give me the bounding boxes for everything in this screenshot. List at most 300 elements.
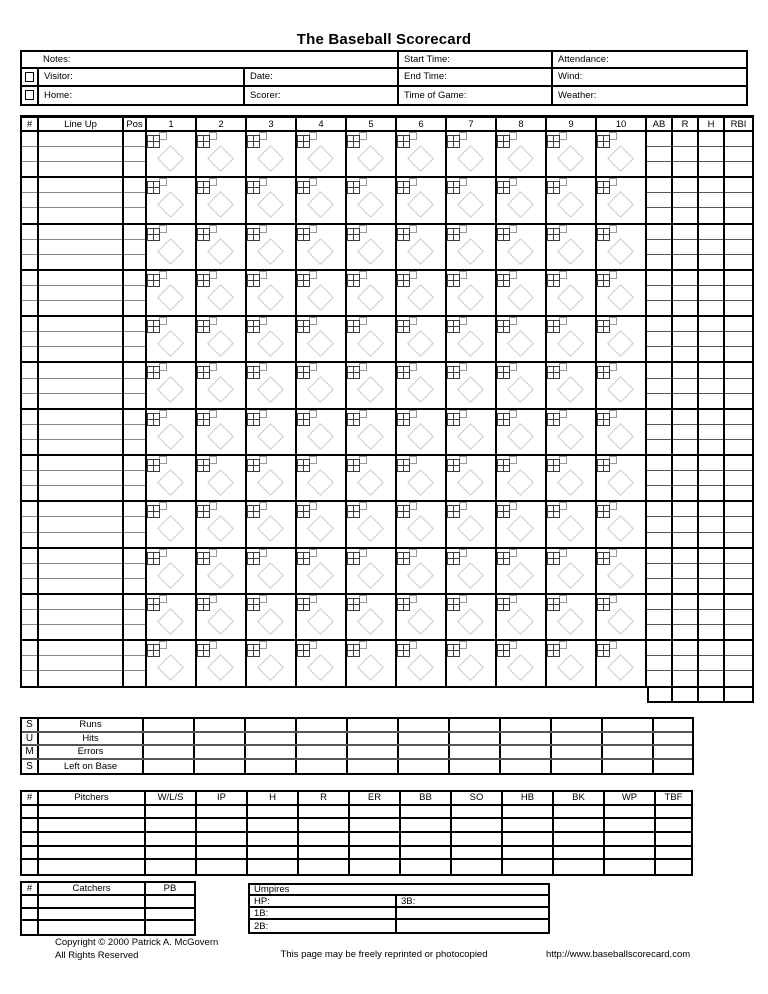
inning-cell [247,363,297,407]
rbi-sub-cell [725,178,752,193]
ball-box [159,132,167,140]
strike-box [453,326,460,333]
inning-cell [547,271,597,315]
basepath-diamond-icon [607,284,634,311]
batter-name-cell-line [39,610,122,625]
pitcher-#-cell [22,806,39,818]
sums-row-label: Runs [39,719,144,731]
basepath-diamond-icon [407,284,434,311]
inning-cell [597,271,647,315]
batter-pos-cell-line [124,533,145,547]
h-sub-cell [699,610,723,625]
catcher-row [22,921,194,934]
inning-cell [447,317,497,361]
ball-box [309,178,317,186]
h-sub-cell [699,502,723,517]
batter-number-cell [22,456,39,500]
rbi-cell [725,178,752,222]
ball-box [409,317,417,325]
basepath-diamond-icon [157,562,184,589]
basepath-diamond-icon [407,654,434,681]
col-header-pos: Pos [124,118,147,130]
inning-cell [397,549,447,593]
strike-box [403,326,410,333]
pitcher-pitchers-cell [39,860,146,874]
batter-name-cell-line [39,502,122,517]
h-sub-cell [699,456,723,471]
basepath-diamond-icon [357,145,384,172]
ball-box [209,132,217,140]
ball-box [309,641,317,649]
strike-box [203,141,210,148]
ab-sub-cell [647,549,671,564]
inning-cell [597,641,647,685]
pitcher-ip-cell [197,806,248,818]
strike-box [553,558,560,565]
batter-group [20,595,754,641]
basepath-diamond-icon [407,515,434,542]
catchers-table [20,881,196,936]
h-cell [699,456,725,500]
batter-pos-cell [124,178,147,222]
ab-cell [647,317,673,361]
strike-box [303,465,310,472]
basepath-diamond-icon [157,284,184,311]
pitcher-er-cell [350,833,401,845]
inning-cell [347,410,397,454]
ball-box [459,641,467,649]
batter-number-cell-line [22,363,37,378]
h-sub-cell [699,193,723,208]
pitcher-ip-cell [197,860,248,874]
h-sub-cell [699,178,723,193]
r-sub-cell [673,271,697,286]
basepath-diamond-icon [557,423,584,450]
pitcher-pitchers-cell [39,806,146,818]
ab-sub-cell [647,225,671,240]
strike-box [503,558,510,565]
r-sub-cell [673,178,697,193]
ball-box [159,410,167,418]
inning-cell [497,641,547,685]
inning-cell [547,502,597,546]
rbi-sub-cell [725,625,752,639]
ball-box [159,363,167,371]
pitcher-so-cell [452,819,503,831]
rbi-sub-cell [725,486,752,500]
pitcher-h-cell [248,833,299,845]
rbi-cell [725,132,752,176]
strike-box [453,372,460,379]
basepath-diamond-icon [357,330,384,357]
ball-box [559,549,567,557]
copyright-line2: All Rights Reserved [55,950,139,961]
batter-number-cell-line [22,132,37,147]
batter-name-cell-line [39,517,122,532]
h-sub-cell [699,394,723,408]
r-sub-cell [673,347,697,361]
inning-cell [447,502,497,546]
inning-cell [147,317,197,361]
batter-name-cell [39,132,124,176]
rbi-sub-cell [725,162,752,176]
basepath-diamond-icon [307,284,334,311]
inning-cell [397,456,447,500]
col-header-lineup: Line Up [39,118,124,130]
basepath-diamond-icon [207,469,234,496]
pitchers-col-header: HB [503,792,554,804]
basepath-diamond-icon [157,469,184,496]
ball-box [359,363,367,371]
rbi-cell [725,549,752,593]
ball-box [259,317,267,325]
ball-box [259,178,267,186]
basepath-diamond-icon [257,469,284,496]
pitchers-header-row [22,792,691,806]
pitcher-bk-cell [554,860,605,874]
pitcher-so-cell [452,860,503,874]
sums-inning-cell [297,760,348,774]
basepath-diamond-icon [157,515,184,542]
pitcher-wls-cell [146,847,197,859]
batter-number-cell [22,502,39,546]
ball-box [209,363,217,371]
inning-cell [147,363,197,407]
strike-box [353,187,360,194]
batter-name-cell-line [39,533,122,547]
ball-box [609,410,617,418]
basepath-diamond-icon [457,191,484,218]
inning-cell [397,317,447,361]
rbi-cell [725,641,752,685]
pitcher-row [22,847,691,861]
inning-cell [447,363,497,407]
basepath-diamond-icon [407,469,434,496]
sums-inning-cell [450,746,501,758]
rbi-cell [725,225,752,269]
strike-box [203,604,210,611]
h-sub-cell [699,379,723,394]
inning-cell [347,502,397,546]
batter-number-cell-line [22,255,37,269]
r-cell [673,225,699,269]
inning-cell [447,271,497,315]
h-sub-cell [699,471,723,486]
inning-cell [547,132,597,176]
rbi-sub-cell [725,517,752,532]
ball-box [409,132,417,140]
strike-box [603,187,610,194]
inning-cell [297,132,347,176]
basepath-diamond-icon [507,284,534,311]
h-sub-cell [699,410,723,425]
r-sub-cell [673,147,697,162]
col-header-inning-4: 4 [297,118,347,130]
ab-sub-cell [647,147,671,162]
batter-name-cell-line [39,240,122,255]
catchers-col-header: Catchers [39,883,146,894]
basepath-diamond-icon [557,191,584,218]
rbi-cell [725,271,752,315]
inning-cell [197,225,247,269]
r-sub-cell [673,193,697,208]
col-header-inning-2: 2 [197,118,247,130]
ball-box [209,317,217,325]
batter-pos-cell [124,363,147,407]
ab-sub-cell [647,564,671,579]
sums-inning-cell [399,719,450,731]
basepath-diamond-icon [607,377,634,404]
strike-box [353,234,360,241]
batter-name-cell-line [39,162,122,176]
strike-box [203,465,210,472]
r-cell [673,456,699,500]
pitchers-col-header: # [22,792,39,804]
r-sub-cell [673,363,697,378]
pitcher-pitchers-cell [39,833,146,845]
basepath-diamond-icon [407,423,434,450]
basepath-diamond-icon [207,423,234,450]
ball-box [309,502,317,510]
h-cell [699,178,725,222]
ball-box [609,363,617,371]
catcher-cell [22,896,39,907]
ball-box [309,363,317,371]
basepath-diamond-icon [457,515,484,542]
sums-inning-cell [246,719,297,731]
r-sub-cell [673,517,697,532]
sums-inning-cell [297,733,348,745]
pitcher-ip-cell [197,847,248,859]
inning-cell [297,225,347,269]
pitcher-wls-cell [146,819,197,831]
scorer-label: Scorer: [245,87,399,104]
inning-cell [247,549,297,593]
basepath-diamond-icon [607,238,634,265]
batter-pos-cell-line [124,317,145,332]
basepath-diamond-icon [307,515,334,542]
strike-box [153,141,160,148]
sums-inning-cell [603,733,654,745]
inning-cell [197,271,247,315]
strike-box [503,604,510,611]
strike-box [503,650,510,657]
inning-cell [547,363,597,407]
strike-box [403,511,410,518]
batter-number-cell-line [22,671,37,685]
r-cell [673,271,699,315]
rbi-cell [725,410,752,454]
ab-sub-cell [647,178,671,193]
h-cell [699,549,725,593]
ball-box [309,595,317,603]
h-sub-cell [699,549,723,564]
h-sub-cell [699,255,723,269]
basepath-diamond-icon [257,423,284,450]
sums-inning-cell [552,760,603,774]
batter-pos-cell-line [124,517,145,532]
ab-cell [647,271,673,315]
batter-group [20,363,754,409]
strike-box [453,650,460,657]
inning-cell [197,641,247,685]
ball-box [259,456,267,464]
basepath-diamond-icon [157,191,184,218]
strike-box [253,280,260,287]
basepath-diamond-icon [357,562,384,589]
basepath-diamond-icon [207,654,234,681]
pitcher-r-cell [299,806,350,818]
ball-box [359,502,367,510]
ab-cell [647,502,673,546]
r-sub-cell [673,625,697,639]
basepath-diamond-icon [607,191,634,218]
pitcher-#-cell [22,833,39,845]
ball-box [509,271,517,279]
rbi-sub-cell [725,671,752,685]
strike-box [453,141,460,148]
basepath-diamond-icon [207,562,234,589]
r-sub-cell [673,471,697,486]
ball-box [559,410,567,418]
strike-box [453,465,460,472]
basepath-diamond-icon [407,330,434,357]
ball-box [409,502,417,510]
pitchers-col-header: TBF [664,792,683,804]
strike-box [253,187,260,194]
ab-sub-cell [647,347,671,361]
ball-box [459,271,467,279]
sums-row-label: Hits [39,733,144,745]
ball-box [559,502,567,510]
r-cell [673,132,699,176]
stats-totals-row [20,688,754,703]
ball-box [409,456,417,464]
r-sub-cell [673,132,697,147]
batter-number-cell-line [22,564,37,579]
strike-box [203,280,210,287]
strike-box [403,650,410,657]
pitcher-h-cell [248,860,299,874]
inning-cell [247,410,297,454]
ball-box [209,595,217,603]
inning-cell [197,410,247,454]
pitcher-er-cell [350,819,401,831]
col-header-inning-3: 3 [247,118,297,130]
inning-cell [347,178,397,222]
r-sub-cell [673,579,697,593]
col-header-inning-6: 6 [397,118,447,130]
start-time-label: Start Time: [399,52,553,69]
sums-inning-cell [552,746,603,758]
strike-box [403,465,410,472]
strike-box [603,372,610,379]
inning-cell [497,178,547,222]
basepath-diamond-icon [407,238,434,265]
batter-name-cell [39,456,124,500]
inning-cell [597,595,647,639]
umpire-hp-label: HP: [250,896,397,908]
basepath-diamond-icon [207,238,234,265]
r-sub-cell [673,656,697,671]
ball-box [309,456,317,464]
strike-box [253,511,260,518]
sums-inning-cell [603,719,654,731]
ab-sub-cell [647,132,671,147]
r-sub-cell [673,456,697,471]
sums-row [22,746,692,760]
h-cell [699,502,725,546]
ab-sub-cell [647,301,671,315]
sums-total-cell [654,733,692,745]
batter-pos-cell-line [124,641,145,656]
batter-number-cell-line [22,610,37,625]
batter-pos-cell [124,317,147,361]
batter-pos-cell-line [124,255,145,269]
batter-number-cell-line [22,440,37,454]
pitcher-r-cell [299,847,350,859]
pitcher-hb-cell [503,833,554,845]
sums-inning-cell [246,760,297,774]
batter-name-cell [39,317,124,361]
pitcher-row [22,860,691,874]
ball-box [459,410,467,418]
basepath-diamond-icon [457,238,484,265]
inning-cell [297,456,347,500]
batter-pos-cell-line [124,208,145,222]
inning-cell [397,271,447,315]
basepath-diamond-icon [207,608,234,635]
rbi-sub-cell [725,394,752,408]
r-sub-cell [673,671,697,685]
ball-box [609,317,617,325]
batter-pos-cell [124,595,147,639]
strike-box [253,650,260,657]
basepath-diamond-icon [257,284,284,311]
inning-cell [147,225,197,269]
inning-cell [397,178,447,222]
batter-name-cell-line [39,379,122,394]
strike-box [303,326,310,333]
sums-inning-cell [501,719,552,731]
sums-acronym-letter: U [22,733,39,745]
inning-cell [147,502,197,546]
inning-cell [397,641,447,685]
basepath-diamond-icon [357,284,384,311]
inning-cell [447,225,497,269]
ab-sub-cell [647,410,671,425]
pitcher-tbf-cell [656,847,691,859]
batter-number-cell-line [22,595,37,610]
rbi-sub-cell [725,225,752,240]
batter-pos-cell-line [124,301,145,315]
ball-box [609,641,617,649]
pitchers-col-header: ER [350,792,401,804]
inning-cell [347,317,397,361]
basepath-diamond-icon [257,238,284,265]
ball-box [609,549,617,557]
strike-box [403,604,410,611]
strike-box [503,372,510,379]
batter-group [20,178,754,224]
ball-box [309,549,317,557]
h-cell [699,225,725,269]
home-checkbox-cell [22,87,39,104]
attendance-label: Attendance: [553,52,746,69]
sums-inning-cell [399,760,450,774]
rbi-sub-cell [725,440,752,454]
ball-box [359,132,367,140]
